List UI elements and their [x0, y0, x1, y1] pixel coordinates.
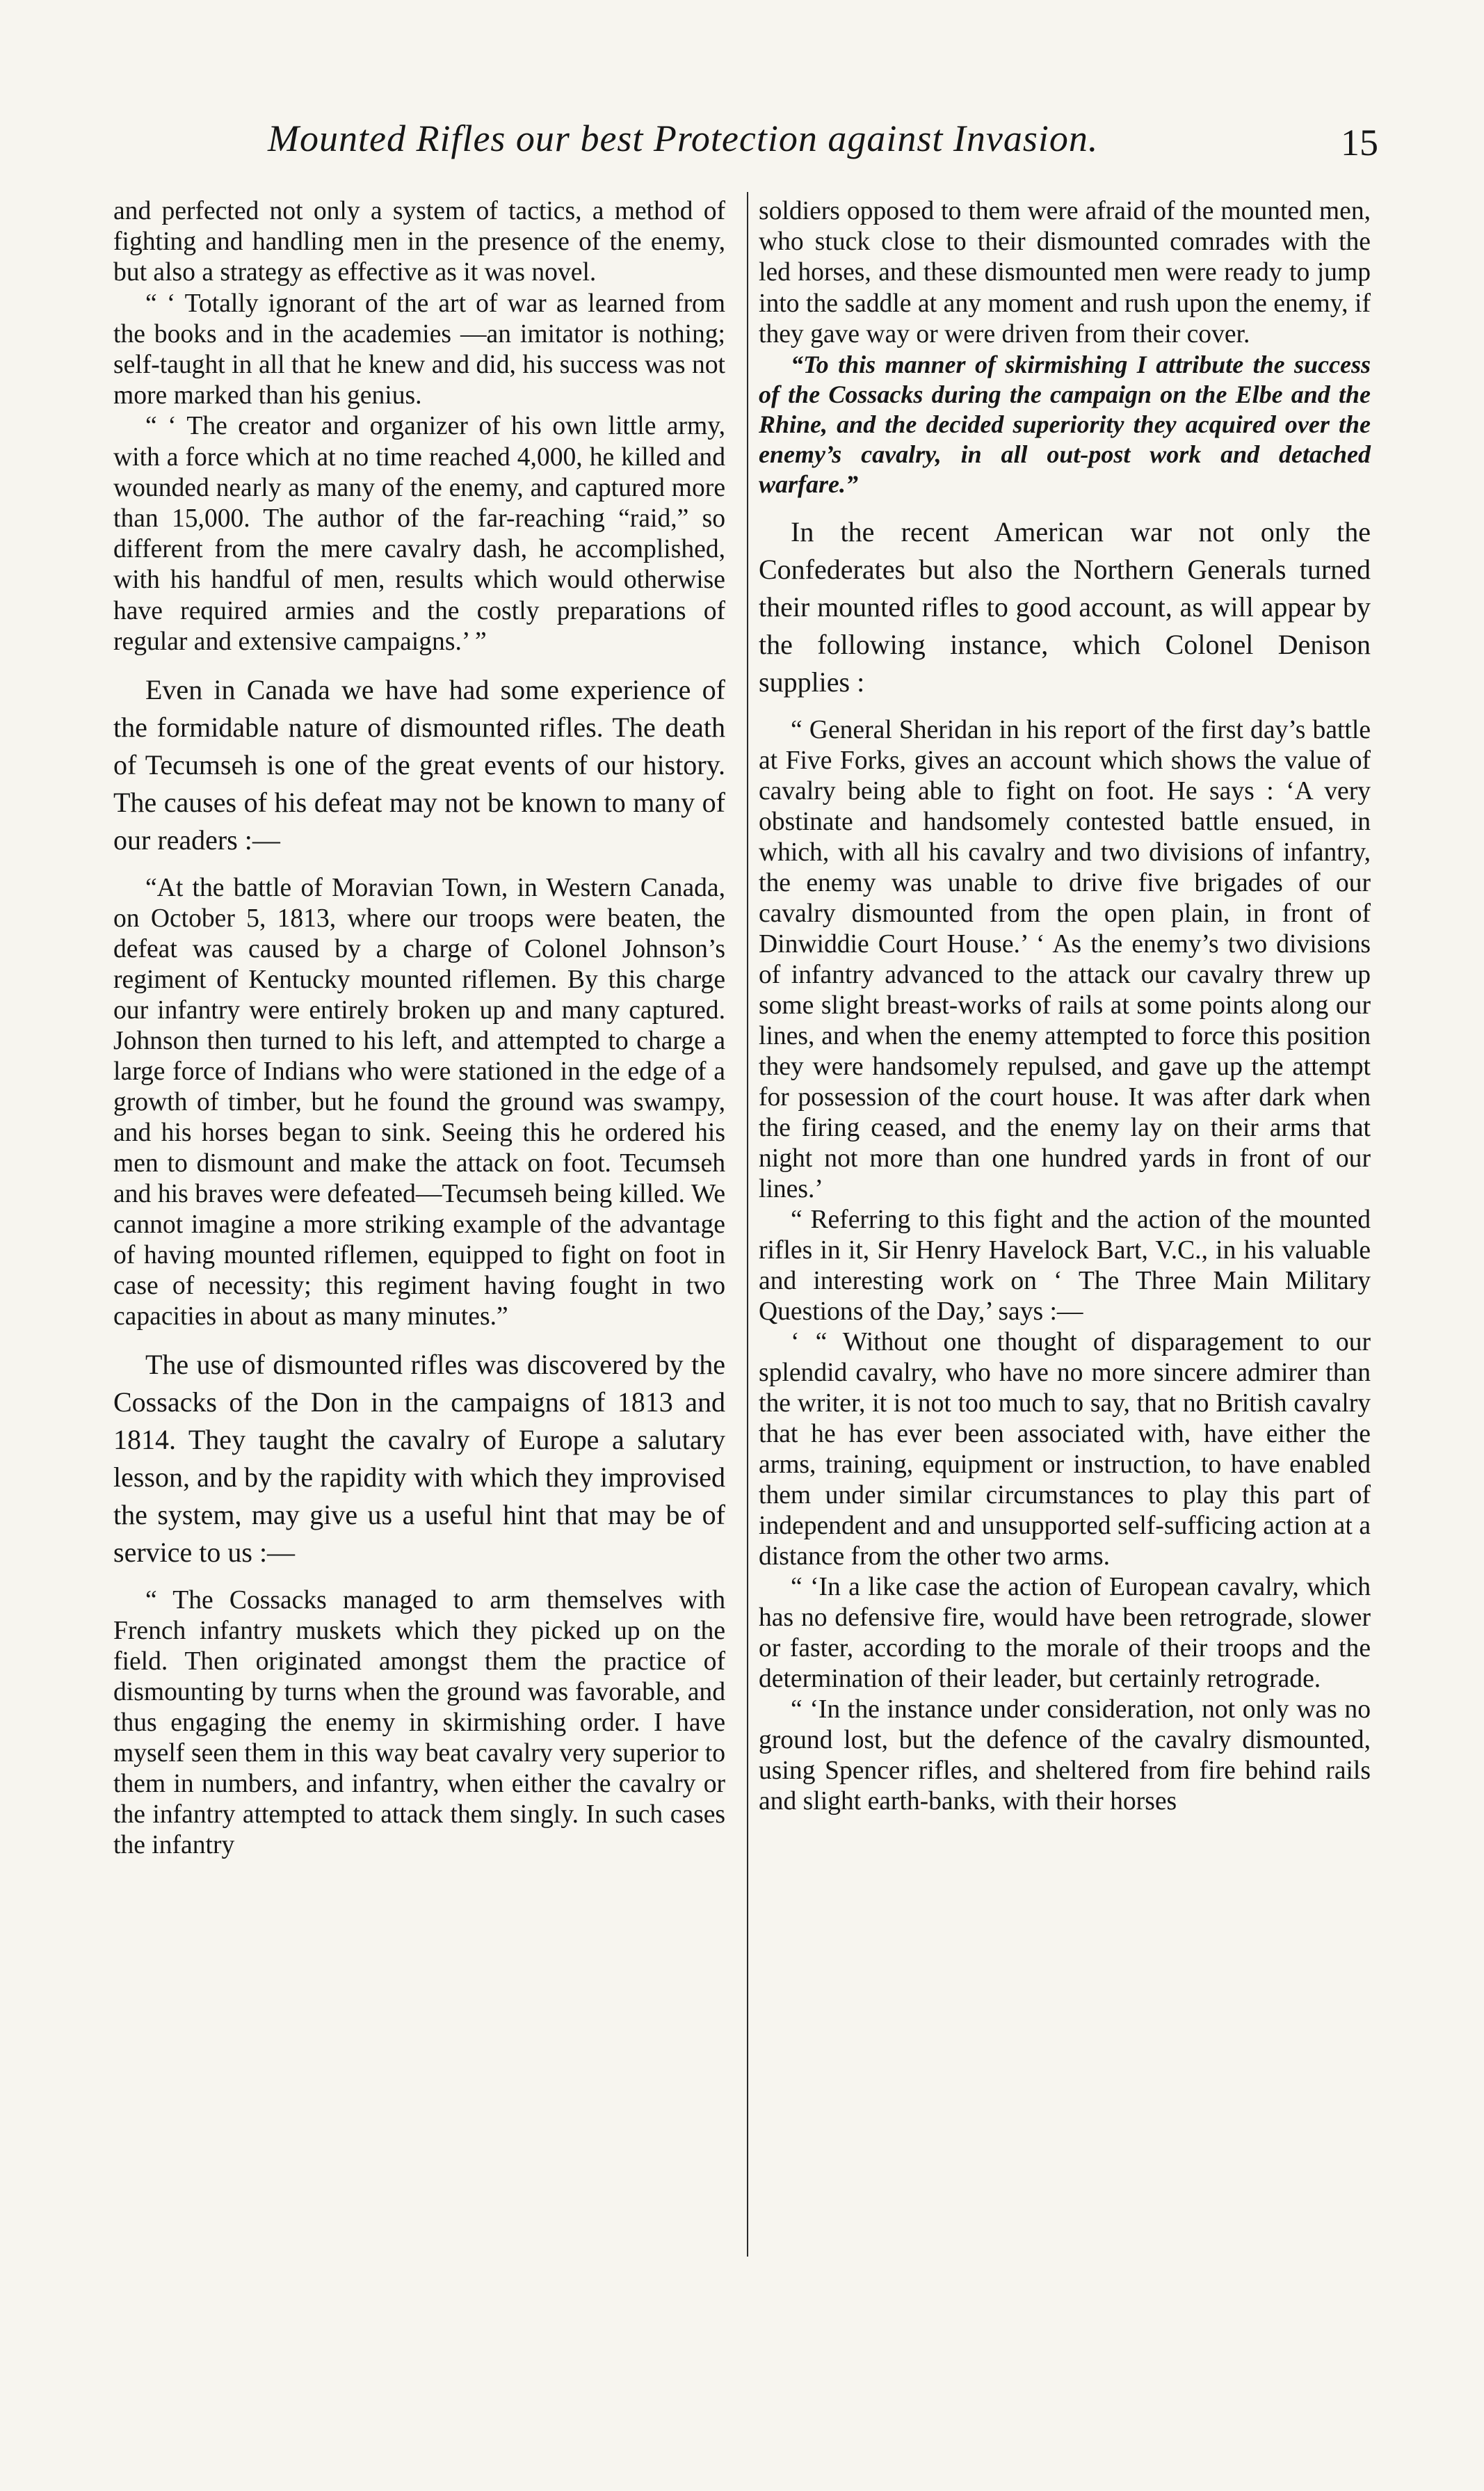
right-column: [759, 196, 1371, 1817]
running-title: Mounted Rifles our best Protection against Invasion.: [268, 118, 1099, 159]
paragraph: “ ‘ Totally ignorant of the art of war as learned from the books and in the academies —an imitator is nothing; self-taught in all that he knew and did, his success was not more marked than his genius.: [113, 289, 725, 410]
column-divider: [747, 192, 748, 2257]
paragraph: ‘ “ Without one thought of disparagement to our splendid cavalry, who have no more sincere admirer than the writer, it is not too much to say, that no British cavalry that he has ever been associated with, have either the arms, training, equipment or instruction, to have enabled them under similar circumstances to play this part of independent and and unsupported self-sufficing action at a distance from the other two arms.: [759, 1328, 1371, 1571]
paragraph: “ ‘In a like case the action of European cavalry, which has no defensive fire, would have been retrograde, slower or faster, according to the morale of their troops and the determination of their leader, but certainly retrograde.: [759, 1573, 1371, 1694]
paragraph: Even in Canada we have had some experience of the formidable nature of dismounted rifles. The death of Tecumseh is one of the great events of our history. The causes of his defeat may not be known to many of our readers :—: [113, 674, 725, 856]
paragraph: “ ‘In the instance under consideration, not only was no ground lost, but the defence of the cavalry dismounted, using Spencer rifles, and sheltered from fire behind rails and slight earth-banks, with their horses: [759, 1695, 1371, 1816]
paragraph-italic: “To this manner of skirmishing I attribute the success of the Cossacks during the campaign on the Elbe and the Rhine, and the decided superiority they acquired over the enemy’s cavalry, in all out-post work and detached warfare.”: [759, 351, 1371, 499]
paragraph: In the recent American war not only the Confederates but also the Northern Generals turned their mounted rifles to good account, as will appear by the following instance, which Colonel Denison supplies :: [759, 516, 1371, 698]
page-header: [118, 117, 1384, 173]
paragraph: and perfected not only a system of tactics, a method of fighting and handling men in the presence of the enemy, but also a strategy as effective as it was novel.: [113, 197, 725, 287]
paragraph: “ General Sheridan in his report of the first day’s battle at Five Forks, gives an account which shows the value of cavalry being able to fight on foot. He says : ‘A very obstinate and handsomely contested battle ensued, in which, with all his cavalry and two divisions of infantry, the enemy was unable to drive five brigades of our cavalry dismounted from the open plain, in front of Dinwiddie Court House.’ ‘ As the enemy’s two divisions of infantry advanced to the attack our cavalry threw up some slight breast-works of rails at some points along our lines, and when the enemy attempted to force this position they were handsomely repulsed, and gave up the attempt for possession of the court house. It was after dark when the firing ceased, and the enemy lay on their arms that night not more than one hundred yards in front of our lines.’: [759, 716, 1371, 1204]
paragraph: “ Referring to this fight and the action of the mounted rifles in it, Sir Henry Havelock Bart, V.C., in his valuable and interesting work on ‘ The Three Main Military Questions of the Day,’ says :—: [759, 1206, 1371, 1327]
page-number: 15: [1341, 122, 1378, 163]
left-column: [113, 196, 725, 1861]
paragraph: soldiers opposed to them were afraid of the mounted men, who stuck close to their dismounted comrades with the led horses, and these dismounted men were ready to jump into the saddle at any moment and rush upon the enemy, if they gave way or were driven from their cover.: [759, 197, 1371, 349]
paragraph: “At the battle of Moravian Town, in Western Canada, on October 5, 1813, where our troops were beaten, the defeat was caused by a charge of Colonel Johnson’s regiment of Kentucky mounted riflemen. By this charge our infantry were entirely broken up and many captured. Johnson then turned to his left, and attempted to charge a large force of Indians who were stationed in the edge of a growth of timber, but he found the ground was swampy, and his horses began to sink. Seeing this he ordered his men to dismount and make the attack on foot. Tecumseh and his braves were defeated—Tecumseh being killed. We cannot imagine a more striking example of the advantage of having mounted riflemen, equipped to fight on foot in case of necessity; this regiment having fought in two capacities in about as many minutes.”: [113, 874, 725, 1331]
paragraph: The use of dismounted rifles was discovered by the Cossacks of the Don in the campaigns of 1813 and 1814. They taught the cavalry of Europe a salutary lesson, and by the rapidity with which they improvised the system, may give us a useful hint that may be of service to us :—: [113, 1349, 725, 1569]
paragraph: “ The Cossacks managed to arm themselves with French infantry muskets which they picked up on the field. Then originated amongst them the practice of dismounting by turns when the ground was favorable, and thus engaging the enemy in skirmishing order. I have myself seen them in this way beat cavalry very superior to them in numbers, and infantry, when either the cavalry or the infantry attempted to attack them singly. In such cases the infantry: [113, 1586, 725, 1860]
paragraph: “ ‘ The creator and organizer of his own little army, with a force which at no time reached 4,000, he killed and wounded nearly as many of the enemy, and captured more than 15,000. The author of the far-reaching “raid,” so different from the mere cavalry dash, he accomplished, with his handful of men, results which would otherwise have required armies and the costly preparations of regular and extensive campaigns.’ ”: [113, 412, 725, 656]
